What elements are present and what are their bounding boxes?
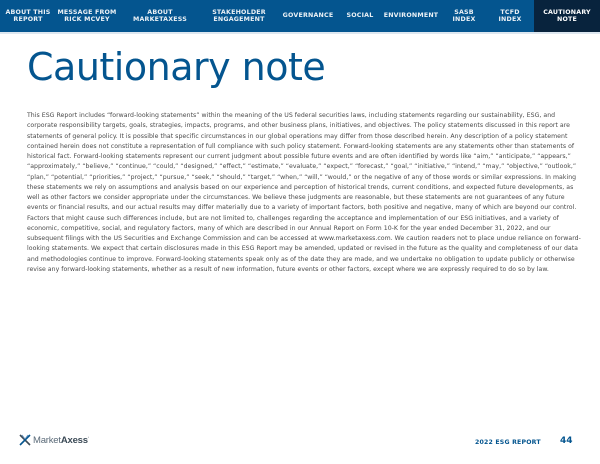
nav-label-line2: REPORT xyxy=(13,16,43,23)
nav-label-line2: MARKETAXESS xyxy=(133,16,187,23)
nav-item-about-marketaxess[interactable] xyxy=(118,0,202,32)
logo-wordmark xyxy=(33,435,89,446)
nav-label: GOVERNANCE xyxy=(282,12,334,20)
nav-label-line2: RICK MCVEY xyxy=(64,16,110,23)
nav-item-sasb-index[interactable] xyxy=(442,0,486,32)
nav-label-line1: ABOUT xyxy=(147,8,173,16)
nav-label: ENVIRONMENT xyxy=(383,12,439,20)
nav-item-stakeholder-engagement[interactable] xyxy=(202,0,276,32)
nav-label-line1: TCFD xyxy=(500,8,520,16)
nav-label-line2: ENGAGEMENT xyxy=(213,16,265,23)
marketaxess-logo xyxy=(19,434,89,446)
nav-item-environment[interactable] xyxy=(380,0,442,32)
nav-label-line1: CAUTIONARY xyxy=(543,8,591,16)
nav-label: SOCIAL xyxy=(346,12,374,20)
page-number: 44 xyxy=(560,436,573,446)
nav-label-line2: INDEX xyxy=(498,16,522,23)
nav-label-line1: MESSAGE FROM xyxy=(57,8,117,16)
logo-text-light: Market xyxy=(33,434,61,446)
cautionary-note-body: This ESG Report includes “forward-looking statements” within the meaning of the US federal securities laws, including statements regarding our sustainability, ESG, and corporate responsibility targets, goals, strategies, impacts, programs, and other business plans, initiatives, and objectives. The policy statements discussed in this report are statements of general policy. It is possible that specific circumstances in our global operations may differ from those described herein. Any description of a policy statement contained herein does not constitute a representation of full compliance with such policy statement. Forward-looking statements are any statements other than statements of historical fact. Forward-looking statements represent our current judgment about possible future events and are often identified by words like “aim,” “anticipate,” “appears,” “approximately,” “believe,” “continue,” “could,” “designed,” “effect,” “estimate,” “evaluate,” “expect,” “forecast,” “goal,” “initiative,” “intend,” “may,” “objective,” “outlook,” “plan,” “potential,” “priorities,” “project,” “pursue,” “seek,” “should,” “target,” “when,” “will,” “would,” or the negative of any of those words or similar expressions. In making these statements we rely on assumptions and analysis based on our experience and perception of historical trends, current conditions, and expected future developments, as well as other factors we consider appropriate under the circumstances. We believe these judgments are reasonable, but these statements are not guarantees of any future events or financial results, and our actual results may differ materially due to a variety of important factors, both positive and negative, many of which are beyond our control. Factors that might cause such differences include, but are not limited to, challenges regarding the acceptance and implementation of our ESG initiatives, and a variety of economic, competitive, social, and regulatory factors, many of which are described in our Annual Report on Form 10-K for the year ended December 31, 2022, and our subsequent filings with the US Securities and Exchange Commission and can be accessed at www.marketaxess.com. We caution readers not to place undue reliance on forward-looking statements. We expect that certain disclosures made in this ESG Report may be amended, updated or revised in the future as the quality and completeness of our data and methodologies continue to improve. Forward-looking statements speak only as of the date they are made, and we undertake no obligation to update publicly or otherwise revise any forward-looking statements, whether as a result of new information, future events or other factors, except where we are expressly required to do so by law. xyxy=(27,112,581,273)
trademark-mark: • xyxy=(87,434,89,439)
report-label: 2022 ESG REPORT xyxy=(475,439,541,446)
nav-label-line1: ABOUT THIS xyxy=(5,8,51,16)
top-navigation xyxy=(0,0,600,32)
nav-label-line2: INDEX xyxy=(452,16,476,23)
nav-item-about-this-report[interactable] xyxy=(0,0,56,32)
nav-item-social[interactable] xyxy=(340,0,380,32)
nav-item-tcfd-index[interactable] xyxy=(486,0,534,32)
nav-label-line2: NOTE xyxy=(556,16,578,23)
page-title: Cautionary note xyxy=(27,45,326,89)
nav-item-cautionary-note[interactable] xyxy=(534,0,600,32)
nav-item-message-from-rick-mcvey[interactable] xyxy=(56,0,118,32)
logo-text-bold: Axess xyxy=(60,434,88,446)
nav-item-governance[interactable] xyxy=(276,0,340,32)
nav-label-line1: STAKEHOLDER xyxy=(212,8,266,16)
nav-divider xyxy=(0,32,600,34)
nav-label-line1: SASB xyxy=(454,8,474,16)
marketaxess-x-icon xyxy=(19,434,31,446)
